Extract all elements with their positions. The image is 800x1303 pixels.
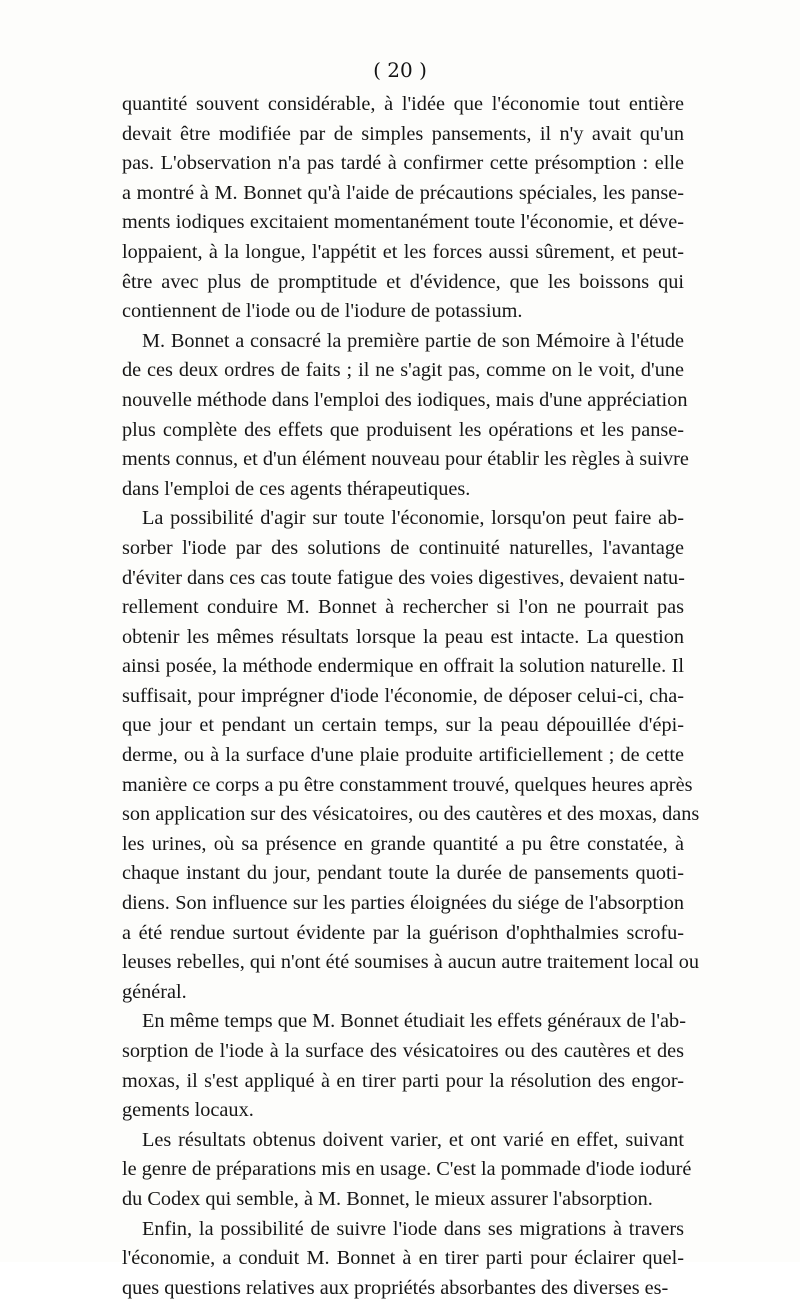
text-line: manière ce corps a pu être constamment trouvé, quelques heures après bbox=[122, 773, 693, 796]
page-number: ( 20 ) bbox=[373, 58, 427, 82]
paragraph bbox=[122, 327, 689, 505]
text-line: pas. L'observation n'a pas tardé à confirmer cette présomption : elle bbox=[122, 152, 684, 175]
text-line: être avec plus de promptitude et d'évidence, que les boissons qui bbox=[122, 270, 684, 293]
text-line: sorber l'iode par des solutions de continuité naturelles, l'avantage bbox=[122, 536, 684, 559]
text-line: derme, ou à la surface d'une plaie produite artificiellement ; de cette bbox=[122, 744, 684, 767]
text-line: obtenir les mêmes résultats lorsque la peau est intacte. La question bbox=[122, 625, 684, 648]
paragraph bbox=[122, 90, 684, 327]
text-line: nouvelle méthode dans l'emploi des iodiques, mais d'une appréciation bbox=[122, 388, 688, 411]
text-line: son application sur des vésicatoires, ou des cautères et des moxas, dans bbox=[122, 803, 700, 826]
text-line: plus complète des effets que produisent les opérations et les panse- bbox=[122, 418, 684, 441]
text-line: de ces deux ordres de faits ; il ne s'agit pas, comme on le voit, d'une bbox=[122, 359, 684, 382]
text-line: contiennent de l'iode ou de l'iodure de potassium. bbox=[122, 300, 523, 323]
text-line: La possibilité d'agir sur toute l'économie, lorsqu'on peut faire ab- bbox=[142, 507, 684, 530]
text-line: l'économie, a conduit M. Bonnet à en tirer parti pour éclairer quel- bbox=[122, 1247, 684, 1270]
text-line: devait être modifiée par de simples pansements, il n'y avait qu'un bbox=[122, 122, 684, 145]
text-line: ments iodiques excitaient momentanément toute l'économie, et déve- bbox=[122, 211, 684, 234]
text-line: En même temps que M. Bonnet étudiait les effets généraux de l'ab- bbox=[142, 1010, 686, 1033]
text-line: diens. Son influence sur les parties éloignées du siége de l'absorption bbox=[122, 892, 684, 915]
body-text bbox=[122, 90, 700, 1303]
text-line: quantité souvent considérable, à l'idée que l'économie tout entière bbox=[122, 93, 684, 115]
paragraph bbox=[122, 1007, 684, 1125]
text-line: le genre de préparations mis en usage. C'est la pommade d'iode ioduré bbox=[122, 1158, 692, 1181]
text-line: gements locaux. bbox=[122, 1099, 254, 1122]
text-line: Enfin, la possibilité de suivre l'iode dans ses migrations à travers bbox=[142, 1217, 684, 1240]
text-line: loppaient, à la longue, l'appétit et les forces aussi sûrement, et peut- bbox=[122, 240, 684, 263]
paragraph bbox=[122, 504, 700, 1007]
text-line: ainsi posée, la méthode endermique en offrait la solution naturelle. Il bbox=[122, 655, 684, 678]
text-line: que jour et pendant un certain temps, sur la peau dépouillée d'épi- bbox=[122, 714, 684, 737]
text-line: rellement conduire M. Bonnet à rechercher si l'on ne pourrait pas bbox=[122, 596, 684, 619]
text-line: général. bbox=[122, 980, 187, 1003]
paragraph bbox=[122, 1215, 684, 1303]
text-line: a été rendue surtout évidente par la guérison d'ophthalmies scrofu- bbox=[122, 921, 684, 944]
text-line: les urines, où sa présence en grande quantité a pu être constatée, à bbox=[122, 832, 684, 855]
text-line: moxas, il s'est appliqué à en tirer parti pour la résolution des engor- bbox=[122, 1069, 684, 1092]
text-line: suffisait, pour imprégner d'iode l'économie, de déposer celui-ci, cha- bbox=[122, 684, 684, 707]
paragraph bbox=[122, 1126, 692, 1215]
text-line: a montré à M. Bonnet qu'à l'aide de précautions spéciales, les panse- bbox=[122, 181, 684, 204]
text-line: ques questions relatives aux propriétés absorbantes des diverses es- bbox=[122, 1276, 669, 1299]
text-line: ments connus, et d'un élément nouveau pour établir les règles à suivre bbox=[122, 448, 689, 471]
text-line: leuses rebelles, qui n'ont été soumises à aucun autre traitement local ou bbox=[122, 951, 699, 974]
text-line: M. Bonnet a consacré la première partie de son Mémoire à l'étude bbox=[142, 329, 684, 352]
text-line: Les résultats obtenus doivent varier, et ont varié en effet, suivant bbox=[142, 1128, 684, 1151]
text-line: du Codex qui semble, à M. Bonnet, le mieux assurer l'absorption. bbox=[122, 1187, 653, 1210]
text-line: chaque instant du jour, pendant toute la durée de pansements quoti- bbox=[122, 862, 684, 885]
text-line: sorption de l'iode à la surface des vésicatoires ou des cautères et des bbox=[122, 1040, 684, 1062]
text-line: d'éviter dans ces cas toute fatigue des voies digestives, devaient natu- bbox=[122, 566, 685, 589]
text-line: dans l'emploi de ces agents thérapeutiques. bbox=[122, 477, 471, 500]
